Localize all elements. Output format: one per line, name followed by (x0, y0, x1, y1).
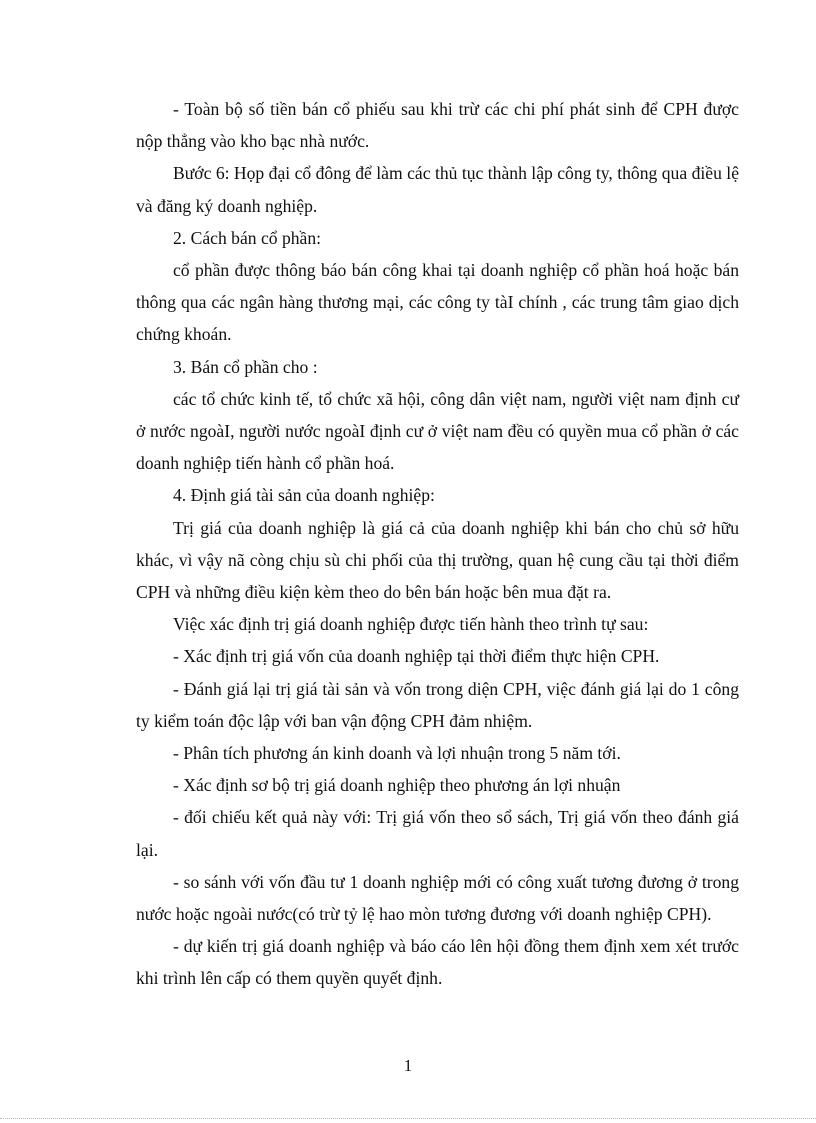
heading-share-sale-method: 2. Cách bán cổ phần: (173, 227, 322, 248)
page-number: 1 (403, 1056, 413, 1075)
list-item-capital-value: - Xác định trị giá vốn của doanh nghiệp tại thời điểm thực hiện CPH. (173, 646, 660, 667)
document-body (136, 93, 739, 995)
paragraph-share-proceeds: - Toàn bộ số tiền bán cổ phiếu sau khi trừ các chi phí phát sinh để CPH được nộp thẳng vào kho bạc nhà nước. (136, 99, 739, 152)
heading-share-buyers: 3. Bán cổ phần cho : (173, 356, 318, 377)
list-item-business-plan: - Phân tích phương án kinh doanh và lợi nhuận trong 5 năm tới. (173, 743, 621, 764)
list-item-preliminary-value: - Xác định sơ bộ trị giá doanh nghiệp theo phương án lợi nhuận (173, 775, 621, 796)
list-item-comparison: - đối chiếu kết quả này với: Trị giá vốn theo sổ sách, Trị giá vốn theo đánh giá lại. (136, 807, 739, 860)
paragraph-step-6: Bước 6: Họp đại cổ đông để làm các thủ tục thành lập công ty, thông qua điều lệ và đăng ký doanh nghiệp. (136, 163, 739, 216)
page-bottom-divider (0, 1118, 816, 1119)
paragraph-enterprise-value: Trị giá của doanh nghiệp là giá cả của doanh nghiệp khi bán cho chủ sở hữu khác, vì vậy nã còng chịu sù chi phối của thị trường, quan hệ cung cầu tại thời điểm CPH và những điều kiện kèm theo do bên bán hoặc bên mua đặt ra. (136, 517, 739, 603)
paragraph-valuation-procedure: Việc xác định trị giá doanh nghiệp được tiến hành theo trình tự sau: (173, 614, 649, 635)
list-item-investment-comparison: - so sánh với vốn đầu tư 1 doanh nghiệp mới có công xuất tương đương ở trong nước hoặc ngoài nước(có trừ tỷ lệ hao mòn tương đương với doanh nghiệp CPH). (136, 871, 739, 925)
paragraph-share-sale-method: cổ phần được thông báo bán công khai tại doanh nghiệp cổ phần hoá hoặc bán thông qua các ngân hàng thương mại, các công ty tàI chính , các trung tâm giao dịch chứng khoán. (136, 260, 739, 345)
heading-asset-valuation: 4. Định giá tài sản của doanh nghiệp: (173, 485, 435, 506)
paragraph-share-buyers: các tổ chức kinh tế, tổ chức xã hội, công dân việt nam, người việt nam định cư ở nước ngoàI, người nước ngoàI định cư ở việt nam đều có quyền mua cổ phần ở các doanh nghiệp tiến hành cổ phần hoá. (136, 388, 739, 474)
list-item-report: - dự kiến trị giá doanh nghiệp và báo cáo lên hội đồng them định xem xét trước khi trình lên cấp có them quyền quyết định. (136, 936, 739, 989)
list-item-reassessment: - Đánh giá lại trị giá tài sản và vốn trong diện CPH, việc đánh giá lại do 1 công ty kiểm toán độc lập với ban vận động CPH đảm nhiệm. (136, 678, 739, 731)
